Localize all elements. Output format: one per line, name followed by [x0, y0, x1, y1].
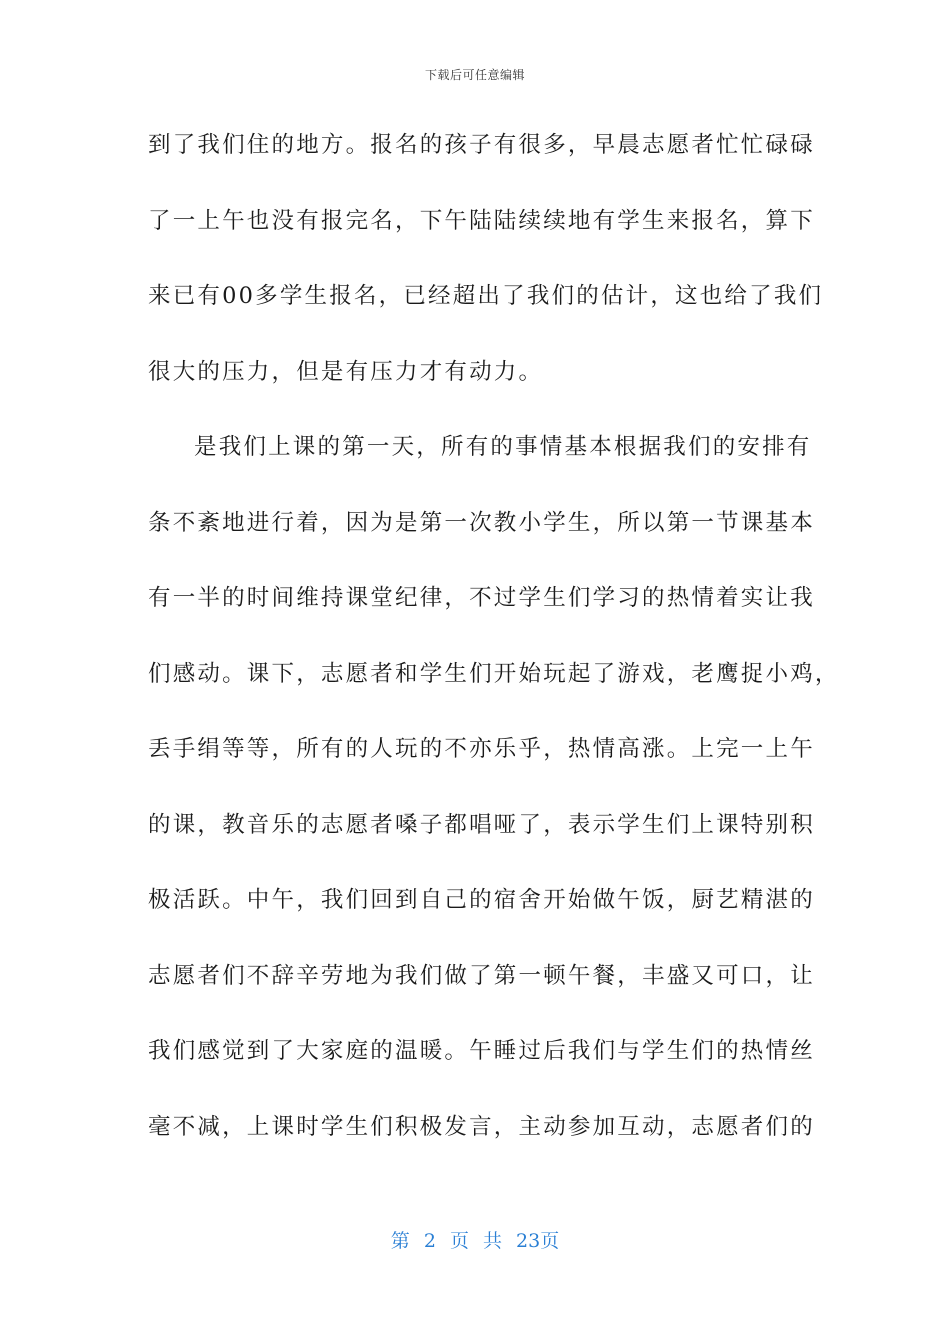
text-line: 来已有00多学生报名，已经超出了我们的估计，这也给了我们 — [148, 283, 824, 309]
page-number-footer: 第 2 页 共 23页 — [390, 1230, 560, 1252]
text-line: 毫不减，上课时学生们积极发言，主动参加互动，志愿者们的 — [148, 1113, 815, 1140]
text-line: 极活跃。中午，我们回到自己的宿舍开始做午饭，厨艺精湛的 — [148, 887, 815, 913]
paragraph-first-line: 是我们上课的第一天，所有的事情基本根据我们的安排有 — [194, 434, 812, 460]
text-line: 丢手绢等等，所有的人玩的不亦乐乎，热情高涨。上完一上午 — [148, 736, 815, 762]
text-line: 条不紊地进行着，因为是第一次教小学生，所以第一节课基本 — [148, 509, 815, 536]
text-line: 的课，教音乐的志愿者嗓子都唱哑了，表示学生们上课特别积 — [148, 811, 815, 838]
page-header: 下载后可任意编辑 — [424, 68, 525, 82]
text-line: 了一上午也没有报完名，下午陆陆续续地有学生来报名，算下 — [148, 207, 815, 234]
text-line: 们感动。课下，志愿者和学生们开始玩起了游戏，老鹰捉小鸡， — [148, 660, 840, 687]
text-line: 到了我们住的地方。报名的孩子有很多，早晨志愿者忙忙碌碌 — [148, 132, 815, 158]
text-line: 志愿者们不辞辛劳地为我们做了第一顿午餐，丰盛又可口，让 — [148, 962, 815, 989]
document-body — [148, 124, 840, 1181]
text-line: 我们感觉到了大家庭的温暖。午睡过后我们与学生们的热情丝 — [148, 1038, 815, 1064]
text-line: 有一半的时间维持课堂纪律，不过学生们学习的热情着实让我 — [148, 585, 815, 611]
text-line: 很大的压力，但是有压力才有动力。 — [148, 358, 544, 385]
